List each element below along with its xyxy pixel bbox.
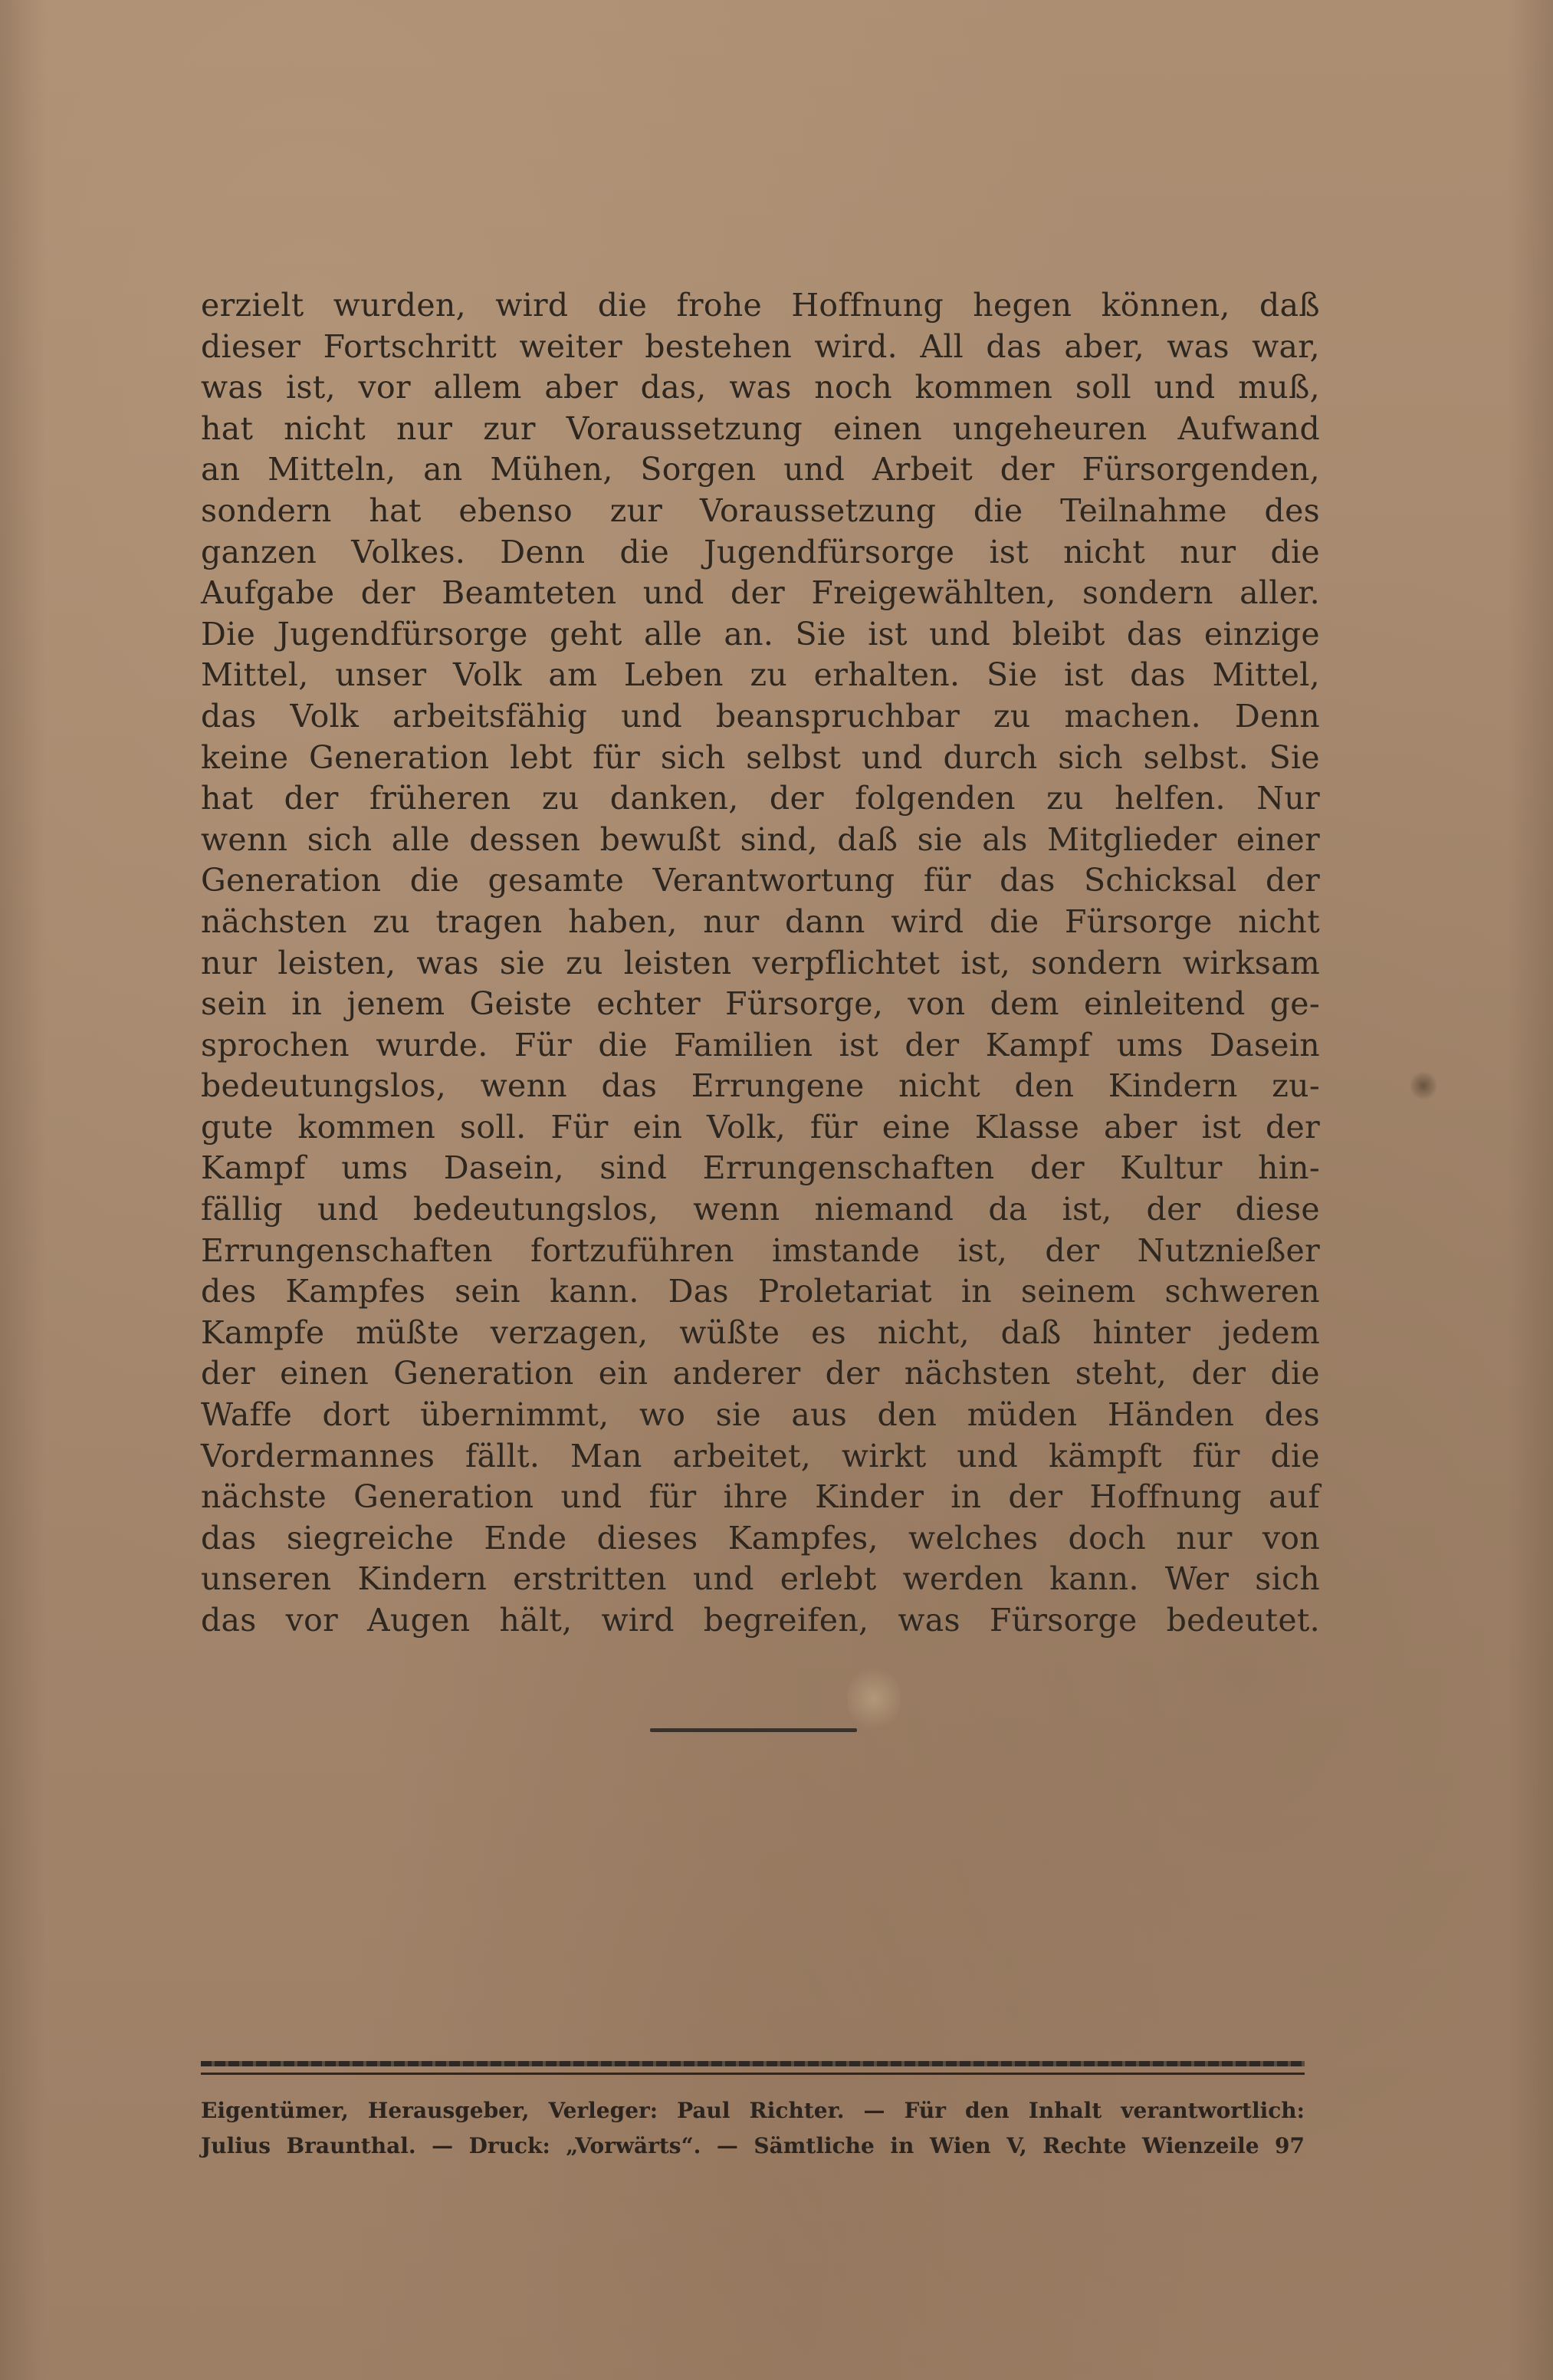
text-line: sprochen wurde. Für die Familien ist der Kampf ums Dasein bbox=[201, 1026, 1320, 1063]
text-line: Generation die gesamte Verantwortung für das Schicksal der bbox=[201, 862, 1320, 899]
section-end-rule bbox=[650, 1728, 857, 1732]
text-line-final: das vor Augen hält, wird begreifen, was Fürsorge bedeutet. bbox=[201, 1602, 1320, 1639]
text-line: fällig und bedeutungslos, wenn niemand da ist, der diese bbox=[201, 1191, 1320, 1228]
text-line: Die Jugendfürsorge geht alle an. Sie ist und bleibt das einzige bbox=[201, 615, 1320, 653]
text-line: Aufgabe der Beamteten und der Freigewählten, sondern aller. bbox=[201, 574, 1320, 612]
text-line: unseren Kindern erstritten und erlebt werden kann. Wer sich bbox=[201, 1560, 1320, 1598]
text-line: Vordermannes fällt. Man arbeitet, wirkt und kämpft für die bbox=[201, 1437, 1320, 1474]
imprint-line-publisher: Eigentümer, Herausgeber, Verleger: Paul Richter. — Für den Inhalt verantwortlich: bbox=[201, 2098, 1305, 2123]
paper-stain bbox=[847, 1664, 901, 1733]
page-edge-shadow-left bbox=[0, 0, 46, 2380]
ink-smudge bbox=[1410, 1070, 1436, 1102]
text-line: Waffe dort übernimmt, wo sie aus den müden Händen des bbox=[201, 1396, 1320, 1434]
text-line: sein in jenem Geiste echter Fürsorge, von dem einleitend ge- bbox=[201, 985, 1320, 1023]
text-line: gute kommen soll. Für ein Volk, für eine Klasse aber ist der bbox=[201, 1108, 1320, 1146]
text-line: Kampfe müßte verzagen, wüßte es nicht, daß hinter jedem bbox=[201, 1313, 1320, 1351]
text-line: sondern hat ebenso zur Voraussetzung die Teilnahme des bbox=[201, 491, 1320, 529]
imprint-line-printer: Julius Braunthal. — Druck: „Vorwärts“. — Sämtliche in Wien V, Rechte Wienzeile 97 bbox=[201, 2133, 1305, 2158]
footer-rule-thin bbox=[201, 2073, 1305, 2075]
text-line: nur leisten, was sie zu leisten verpflichtet ist, sondern wirksam bbox=[201, 944, 1320, 981]
text-line: erzielt wurden, wird die frohe Hoffnung hegen können, daß bbox=[201, 287, 1320, 324]
text-line: wenn sich alle dessen bewußt sind, daß sie als Mitglieder einer bbox=[201, 820, 1320, 858]
body-text bbox=[201, 285, 1320, 1642]
text-line: nächsten zu tragen haben, nur dann wird die Fürsorge nicht bbox=[201, 902, 1320, 940]
text-line: hat der früheren zu danken, der folgenden zu helfen. Nur bbox=[201, 780, 1320, 817]
text-line: ganzen Volkes. Denn die Jugendfürsorge ist nicht nur die bbox=[201, 533, 1320, 570]
text-line: keine Generation lebt für sich selbst und durch sich selbst. Sie bbox=[201, 738, 1320, 776]
footer-rule-thick bbox=[201, 2061, 1305, 2066]
text-line: Mittel, unser Volk am Leben zu erhalten. Sie ist das Mittel, bbox=[201, 656, 1320, 694]
imprint-block bbox=[201, 2093, 1305, 2164]
text-line: der einen Generation ein anderer der nächsten steht, der die bbox=[201, 1355, 1320, 1392]
text-line: an Mitteln, an Mühen, Sorgen und Arbeit der Fürsorgenden, bbox=[201, 451, 1320, 488]
text-line: nächste Generation und für ihre Kinder in der Hoffnung auf bbox=[201, 1478, 1320, 1516]
page-edge-shadow-right bbox=[1507, 0, 1553, 2380]
text-line: das Volk arbeitsfähig und beanspruchbar zu machen. Denn bbox=[201, 697, 1320, 735]
text-line: das siegreiche Ende dieses Kampfes, welches doch nur von bbox=[201, 1519, 1320, 1557]
text-line: hat nicht nur zur Voraussetzung einen ungeheuren Aufwand bbox=[201, 409, 1320, 447]
text-line: Errungenschaften fortzuführen imstande ist, der Nutznießer bbox=[201, 1231, 1320, 1269]
text-line: Kampf ums Dasein, sind Errungenschaften der Kultur hin- bbox=[201, 1149, 1320, 1187]
text-line: des Kampfes sein kann. Das Proletariat in seinem schweren bbox=[201, 1273, 1320, 1310]
text-line: was ist, vor allem aber das, was noch kommen soll und muß, bbox=[201, 369, 1320, 406]
text-line: dieser Fortschritt weiter bestehen wird. All das aber, was war, bbox=[201, 327, 1320, 365]
text-line: bedeutungslos, wenn das Errungene nicht den Kindern zu- bbox=[201, 1067, 1320, 1105]
